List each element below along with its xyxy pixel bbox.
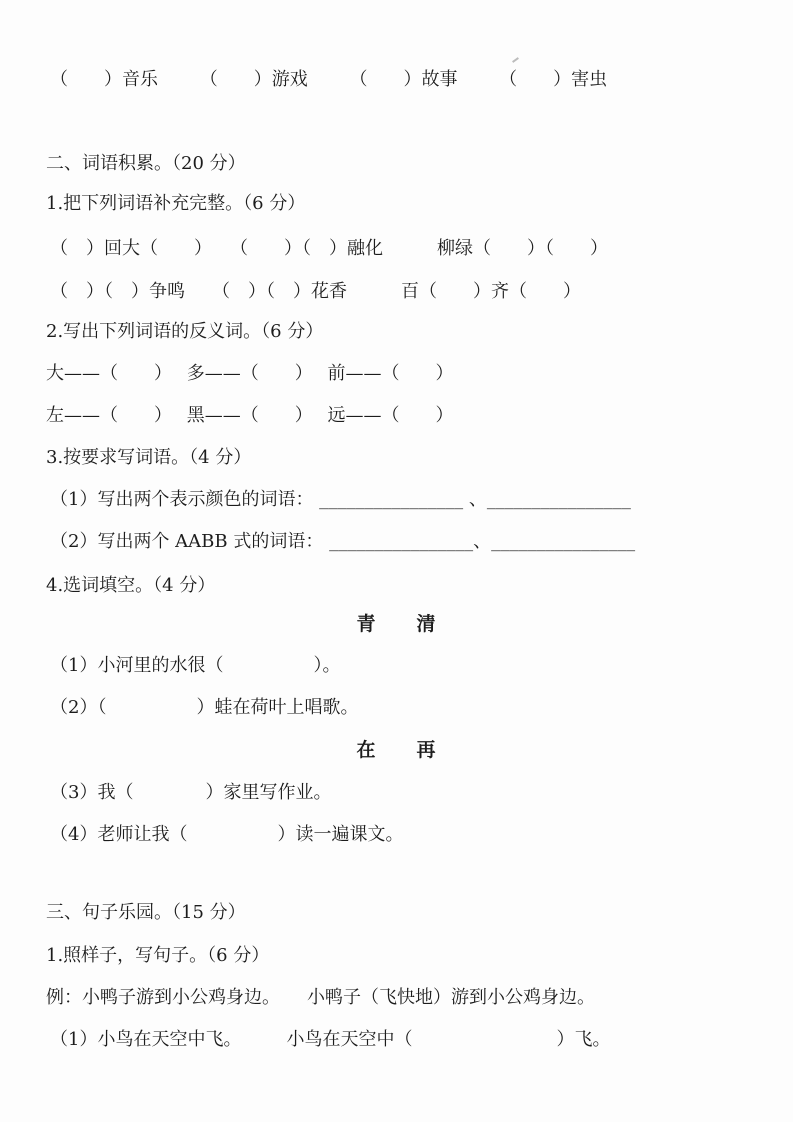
section-2-q4-choice-words-2: 在 再 [356,739,437,761]
section-3-q1-title: 1.照样子，写句子。（6 分） [46,945,270,966]
section-2-q4-item-1: （1）小河里的水很（ ）。 [50,655,341,676]
section-2-q4-item-2: （2）（ ）蛙在荷叶上唱歌。 [50,697,359,718]
section-2-q2-antonym-row-2: 左——（ ） 黑——（ ） 远——（ ） [46,405,454,426]
section-2-q3-color-words-blank: （1）写出两个表示颜色的词语： ________________ 、________________ [50,489,631,510]
section-2-q2-title: 2.写出下列词语的反义词。（6 分） [46,321,324,342]
section-2-q1-title: 1.把下列词语补充完整。（6 分） [46,193,306,214]
section-2-q4-item-3: （3）我（ ）家里写作业。 [50,782,332,803]
section-2-heading: 二、词语积累。（20 分） [46,153,246,174]
section-2-q1-row-1: （ ）回大（ ） （ ）（ ）融化 柳绿（ ）（ ） [50,238,608,259]
section-2-q4-title: 4.选词填空。（4 分） [46,575,216,596]
scan-speck [512,57,519,63]
completion-row-verbs: （ ）音乐 （ ）游戏 （ ）故事 （ ）害虫 [50,69,608,90]
section-3-q1-example: 例：小鸭子游到小公鸡身边。 小鸭子（飞快地）游到小公鸡身边。 [46,987,595,1008]
section-2-q3-aabb-words-blank: （2）写出两个 AABB 式的词语： ________________、________________ [50,531,636,552]
section-2-q2-antonym-row-1: 大——（ ） 多——（ ） 前——（ ） [46,363,454,384]
section-2-q1-row-2: （ ）（ ）争鸣 （ ）（ ）花香 百（ ）齐（ ） [50,281,581,302]
section-2-q4-choice-words-1: 青 清 [356,613,437,635]
section-2-q4-item-4: （4）老师让我（ ）读一遍课文。 [50,824,404,845]
section-3-q1-item-1: （1）小鸟在天空中飞。 小鸟在天空中（ ）飞。 [50,1029,611,1050]
section-3-heading: 三、句子乐园。（15 分） [46,902,246,923]
section-2-q3-title: 3.按要求写词语。（4 分） [46,447,252,468]
